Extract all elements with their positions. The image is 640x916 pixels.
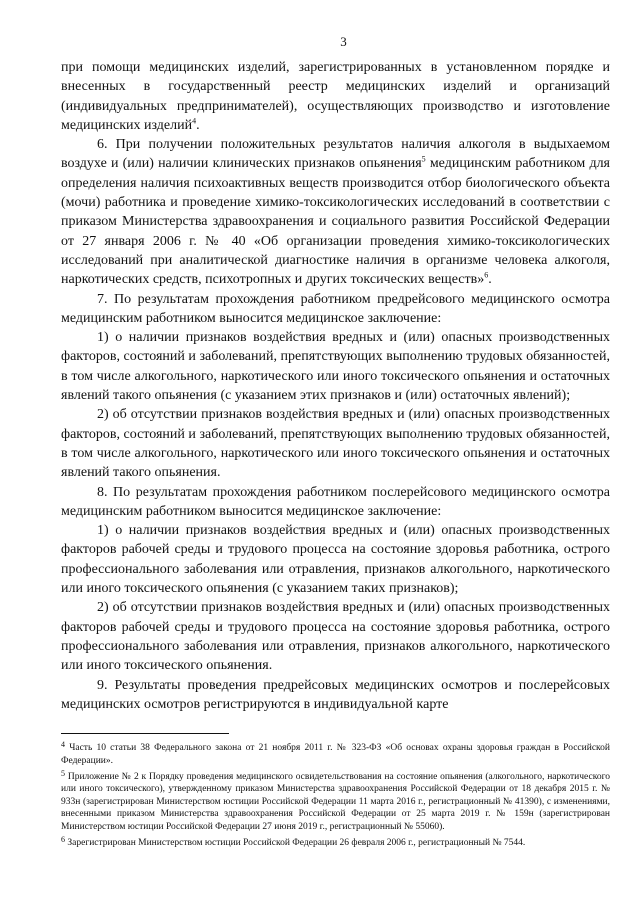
- paragraph-item-9: 9. Результаты проведения предрейсовых медицинских осмотров и послерейсовых медицинских осмотров регистрируются в индивидуальной карте: [61, 677, 610, 712]
- footnote-ref-4: 4: [192, 116, 197, 126]
- paragraph-item-7: 7. По результатам прохождения работником предрейсового медицинского осмотра медицинским работником выносится медицинское заключение:: [61, 291, 610, 326]
- paragraph-item-8-1: 1) о наличии признаков воздействия вредных и (или) опасных производственных факторов рабочей среды и трудового процесса на состояние здоровья работника, острого профессионального заболевания или отравления, признаков алкогольного, наркотического или иного токсического опьянения (с указанием таких признаков);: [61, 523, 610, 597]
- footnote-divider: [61, 733, 229, 734]
- footnotes: [61, 742, 610, 849]
- paragraph-item-8: 8. По результатам прохождения работником послерейсового медицинского осмотра медицинским работником выносится медицинское заключение:: [61, 484, 610, 519]
- paragraph-continuation: при помощи медицинских изделий, зарегистрированных в установленном порядке и внесенных в государственный реестр медицинских изделий и организаций (индивидуальных предпринимателей), осуществляющих производство и изготовление медицинских изделий$^4$.: [61, 60, 610, 133]
- footnote-6: $^6$ Зарегистрирован Министерством юстиции Российской Федерации 26 февраля 2006 г., регистрационный № 7544.: [61, 834, 526, 848]
- footnote-ref-5: 5: [421, 154, 426, 164]
- paragraph-item-6: 6. При получении положительных результатов наличия алкоголя в выдыхаемом воздухе и (или) наличии клинических признаков опьянения$^5$ медицинским работником для определения наличия психоактивных веществ производится отбор биологического объекта (мочи) работника и проведение химико-токсикологических исследований в соответствии с приказом Министерства здравоохранения и социального развития Российской Федерации от 27 января 2006 г. № 40 «Об организации проведения химико-токсикологических исследований при аналитической диагностике наличия в организме человека алкоголя, наркотических средств, психотропных и других токсических веществ»$^6$.: [61, 137, 610, 288]
- paragraph-item-7-1: 1) о наличии признаков воздействия вредных и (или) опасных производственных факторов, состояний и заболеваний, препятствующих выполнению трудовых обязанностей, в том числе алкогольного, наркотического или иного токсического опьянения и остаточных явлений такого опьянения (с указанием этих признаков и (или) остаточных явлений);: [61, 330, 610, 404]
- footnote-ref-6: 6: [484, 270, 489, 280]
- footnote-5: $^5$ Приложение № 2 к Порядку проведения медицинского освидетельствования на состояние опьянения (алкогольного, наркотического или иного токсического), утвержденному приказом Министерства здравоохранения Российской Федерации от 18 декабря 2015 г. № 933н (зарегистрирован Министерством юстиции Российской Федерации 11 марта 2016 г., регистрационный № 41390), с изменениями, внесенными приказом Министерства здравоохранения Российской Федерации от 25 марта 2019 г. № 159н (зарегистрирован Министерством юстиции Российской Федерации 27 июня 2019 г., регистрационный № 55060).: [61, 768, 611, 832]
- paragraph-item-7-2: 2) об отсутствии признаков воздействия вредных и (или) опасных производственных факторов, состояний и заболеваний, препятствующих выполнению трудовых обязанностей, в том числе алкогольного, наркотического или иного токсического опьянения и остаточных явлений такого опьянения.: [61, 407, 610, 481]
- paragraph-item-8-2: 2) об отсутствии признаков воздействия вредных и (или) опасных производственных факторов рабочей среды и трудового процесса на состояние здоровья работника, острого профессионального заболевания или отравления, признаков алкогольного, наркотического или иного токсического опьянения.: [61, 600, 610, 674]
- page-number: 3: [340, 34, 347, 49]
- footnote-4: $^4$ Часть 10 статьи 38 Федерального закона от 21 ноября 2011 г. № 323-ФЗ «Об основах охраны здоровья граждан в Российской Федерации».: [61, 740, 610, 766]
- body-text: [61, 58, 610, 714]
